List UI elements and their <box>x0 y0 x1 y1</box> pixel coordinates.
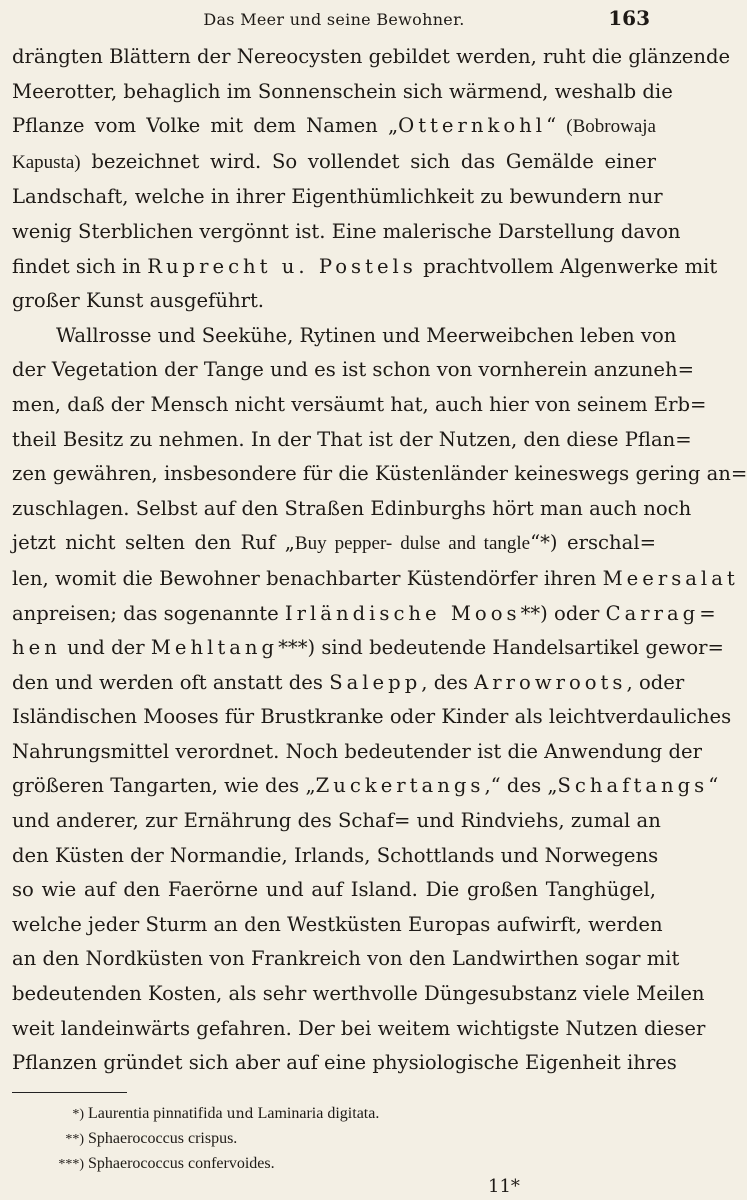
footnote: *) Laurentia pinnatifida und Laminaria digitata. <box>46 1102 379 1127</box>
text-line: Meerotter, behaglich im Sonnenschein sich wärmend, weshalb die <box>12 79 673 103</box>
text-line: so wie auf den Faerörne und auf Island. Die großen Tanghügel, <box>12 878 656 902</box>
text-line: bedeutenden Kosten, als sehr werthvolle Düngesubstanz viele Meilen <box>12 982 705 1006</box>
text-line: an den Nordküsten von Frankreich von den Landwirthen sogar mit <box>12 947 680 971</box>
spaced-term: Meersalat <box>602 566 739 590</box>
text-line: welche jeder Sturm an den Westküsten Europas aufwirft, werden <box>12 912 663 936</box>
text-line: den und werden oft anstatt des Salepp, des Arrowroots, oder <box>12 670 685 694</box>
spaced-term: Arrowroots <box>474 670 627 694</box>
text-line: und anderer, zur Ernährung des Schaf= und Rindviehs, zumal an <box>12 809 661 833</box>
text-line: wenig Sterblichen vergönnt ist. Eine malerische Darstellung davon <box>12 219 681 243</box>
text-line: men, daß der Mensch nicht versäumt hat, auch hier von seinem Erb= <box>12 392 707 416</box>
text-line: Wallrosse und Seekühe, Rytinen und Meerweibchen leben von <box>56 323 677 347</box>
text-line: den Küsten der Normandie, Irlands, Schottlands und Norwegens <box>12 843 659 867</box>
footnote-mark: **) <box>65 1132 84 1147</box>
text-line: len, womit die Bewohner benachbarter Küstendörfer ihren Meersalat <box>12 566 739 590</box>
paragraph-2 <box>12 319 747 1081</box>
spaced-term: Mehltang <box>150 636 279 660</box>
body-text <box>12 40 747 1081</box>
text-line: Pflanzen gründet sich aber auf eine physiologische Eigenheit ihres <box>12 1051 677 1075</box>
footnote: **) Sphaerococcus crispus. <box>46 1127 379 1152</box>
spaced-term: Schaftangs <box>557 774 709 798</box>
text-line: jetzt nicht selten den Ruf „Buy pepper- dulse and tangle“*) erschal= <box>12 531 656 555</box>
text-line: großer Kunst ausgeführt. <box>12 289 265 313</box>
text-line: findet sich in Ruprecht u. Postels prachtvollem Algenwerke mit <box>12 254 718 278</box>
running-title: Das Meer und seine Bewohner. <box>203 10 465 29</box>
footnote-rule <box>12 1092 127 1093</box>
footnotes <box>46 1102 379 1177</box>
text-line: Landschaft, welche in ihrer Eigenthümlichkeit zu bewundern nur <box>12 185 663 209</box>
text-line: zuschlagen. Selbst auf den Straßen Edinburghs hört man auch noch <box>12 496 692 520</box>
footnote-mark: *) <box>72 1107 84 1122</box>
text-line: drängten Blättern der Nereocysten gebildet werden, ruht die glänzende <box>12 45 731 68</box>
page-header <box>12 0 656 40</box>
spaced-term: Carrag= <box>605 601 720 625</box>
paragraph-1 <box>12 40 731 319</box>
spaced-term: Zuckertangs <box>315 774 485 798</box>
page-number: 163 <box>608 6 650 30</box>
text-line: hen und der Mehltang***) sind bedeutende Handelsartikel gewor= <box>12 636 724 660</box>
text-line: größeren Tangarten, wie des „Zuckertangs,“ des „Schaftangs“ <box>12 774 719 798</box>
text-line: Pflanze vom Volke mit dem Namen „Otternkohl“ (Bobrowaja <box>12 114 656 138</box>
footnote-mark: ***) <box>58 1157 84 1172</box>
text-line: anpreisen; das sogenannte Irländische Moos**) oder Carrag= <box>12 601 720 625</box>
signature-mark: 11* <box>488 1176 520 1197</box>
spaced-term: Otternkohl <box>398 114 547 138</box>
footnote: ***) Sphaerococcus confervoides. <box>46 1152 379 1177</box>
text-line: Kapusta) bezeichnet wird. So vollendet sich das Gemälde einer <box>12 149 656 173</box>
text-line: weit landeinwärts gefahren. Der bei weitem wichtigste Nutzen dieser <box>12 1016 706 1040</box>
text-line: theil Besitz zu nehmen. In der That ist der Nutzen, den diese Pflan= <box>12 427 692 451</box>
spaced-term: Ruprecht u. Postels <box>147 254 417 278</box>
text-line: Isländischen Mooses für Brustkranke oder Kinder als leichtverdauliches <box>12 705 732 729</box>
text-line: der Vegetation der Tange und es ist schon von vornherein anzuneh= <box>12 358 695 382</box>
text-line: zen gewähren, insbesondere für die Küstenländer keineswegs gering an= <box>12 462 747 486</box>
text-line: Nahrungsmittel verordnet. Noch bedeutender ist die Anwendung der <box>12 739 702 763</box>
spaced-term: Salepp <box>329 670 422 694</box>
spaced-term: Irländische Moos <box>284 601 521 625</box>
